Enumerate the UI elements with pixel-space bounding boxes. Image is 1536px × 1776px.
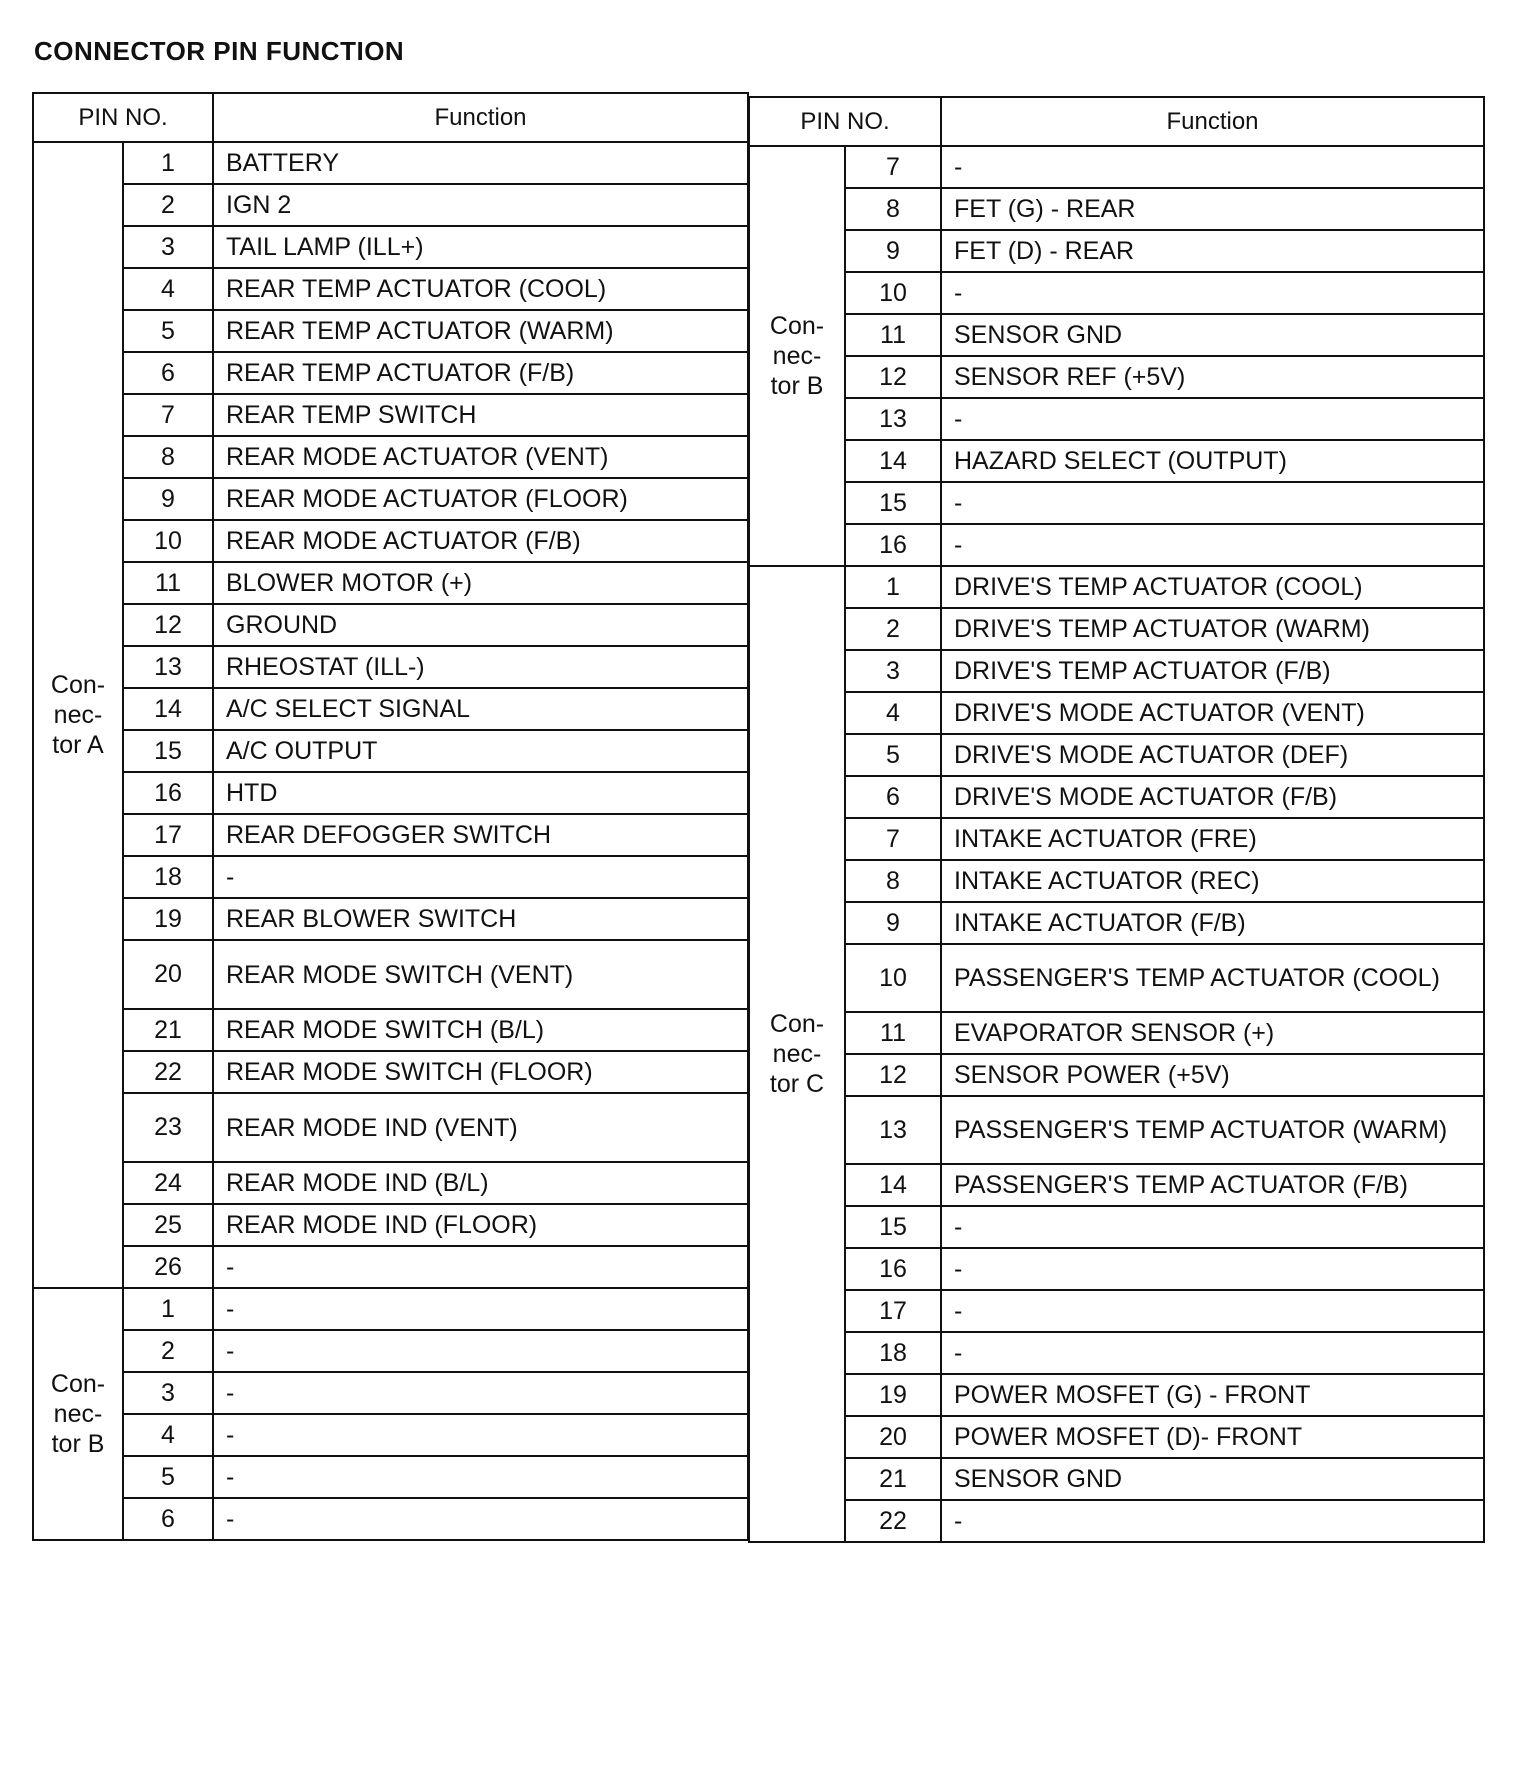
- pin-table-left: [32, 92, 749, 1541]
- table-row: [33, 1162, 748, 1204]
- pin-function: -: [941, 1206, 1484, 1248]
- table-row: [749, 314, 1484, 356]
- pin-number: 8: [123, 436, 213, 478]
- pin-number: 22: [123, 1051, 213, 1093]
- pin-number: 20: [123, 940, 213, 1009]
- pin-function: REAR MODE IND (FLOOR): [213, 1204, 748, 1246]
- pin-function: TAIL LAMP (ILL+): [213, 226, 748, 268]
- pin-number: 13: [123, 646, 213, 688]
- table-row: [749, 1458, 1484, 1500]
- table-row: [33, 184, 748, 226]
- pin-function: -: [213, 1288, 748, 1330]
- table-row: [749, 818, 1484, 860]
- pin-number: 11: [845, 314, 941, 356]
- pin-function: PASSENGER'S TEMP ACTUATOR (WARM): [941, 1096, 1484, 1164]
- pin-function: REAR TEMP SWITCH: [213, 394, 748, 436]
- pin-number: 5: [123, 310, 213, 352]
- pin-number: 12: [845, 1054, 941, 1096]
- pin-function: A/C SELECT SIGNAL: [213, 688, 748, 730]
- table-row: [33, 604, 748, 646]
- table-row: [33, 1456, 748, 1498]
- pin-function: SENSOR POWER (+5V): [941, 1054, 1484, 1096]
- table-row: [749, 524, 1484, 566]
- pin-function: -: [941, 482, 1484, 524]
- pin-function: DRIVE'S MODE ACTUATOR (F/B): [941, 776, 1484, 818]
- table-row: [749, 566, 1484, 608]
- pin-function: RHEOSTAT (ILL-): [213, 646, 748, 688]
- pin-number: 10: [845, 944, 941, 1012]
- pin-function: -: [213, 856, 748, 898]
- table-row: [33, 268, 748, 310]
- pin-function: -: [941, 1332, 1484, 1374]
- table-row: [749, 1164, 1484, 1206]
- pin-number: 22: [845, 1500, 941, 1542]
- pin-function: DRIVE'S TEMP ACTUATOR (WARM): [941, 608, 1484, 650]
- table-row: [749, 692, 1484, 734]
- pin-number: 4: [123, 1414, 213, 1456]
- pin-number: 14: [845, 1164, 941, 1206]
- pin-number: 16: [845, 524, 941, 566]
- pin-number: 7: [845, 146, 941, 188]
- pin-number: 1: [123, 142, 213, 184]
- pin-function: -: [213, 1372, 748, 1414]
- table-row: [749, 1206, 1484, 1248]
- page-title: CONNECTOR PIN FUNCTION: [34, 36, 405, 66]
- table-row: [33, 772, 748, 814]
- pin-function: EVAPORATOR SENSOR (+): [941, 1012, 1484, 1054]
- pin-function: SENSOR REF (+5V): [941, 356, 1484, 398]
- table-row: [749, 1248, 1484, 1290]
- table-row: [749, 356, 1484, 398]
- table-row: [33, 1498, 748, 1540]
- pin-function: REAR MODE ACTUATOR (VENT): [213, 436, 748, 478]
- pin-function: -: [213, 1246, 748, 1288]
- table-row: [749, 398, 1484, 440]
- pin-function: REAR TEMP ACTUATOR (WARM): [213, 310, 748, 352]
- table-row: [33, 142, 748, 184]
- table-row: [749, 440, 1484, 482]
- pin-function: DRIVE'S MODE ACTUATOR (DEF): [941, 734, 1484, 776]
- pin-function: GROUND: [213, 604, 748, 646]
- pin-number: 8: [845, 188, 941, 230]
- pin-function: -: [941, 524, 1484, 566]
- connector-label: Con- nec- tor A: [33, 142, 123, 1288]
- table-row: [33, 226, 748, 268]
- pin-number: 5: [845, 734, 941, 776]
- pin-function: REAR MODE ACTUATOR (FLOOR): [213, 478, 748, 520]
- table-row: [749, 1290, 1484, 1332]
- pin-function: -: [941, 146, 1484, 188]
- table-row: [33, 1051, 748, 1093]
- table-row: [749, 776, 1484, 818]
- pin-number: 21: [123, 1009, 213, 1051]
- pin-function: -: [213, 1414, 748, 1456]
- pin-number: 15: [845, 1206, 941, 1248]
- pin-number: 24: [123, 1162, 213, 1204]
- pin-function: PASSENGER'S TEMP ACTUATOR (F/B): [941, 1164, 1484, 1206]
- pin-function: REAR MODE ACTUATOR (F/B): [213, 520, 748, 562]
- pin-number: 8: [845, 860, 941, 902]
- pin-number: 10: [845, 272, 941, 314]
- table-row: [33, 1246, 748, 1288]
- pin-function: POWER MOSFET (G) - FRONT: [941, 1374, 1484, 1416]
- table-header-row: [33, 93, 748, 142]
- table-row: [33, 730, 748, 772]
- pin-function: -: [213, 1498, 748, 1540]
- pin-number: 15: [123, 730, 213, 772]
- pin-function: INTAKE ACTUATOR (FRE): [941, 818, 1484, 860]
- pin-no-header: PIN NO.: [749, 97, 941, 146]
- pin-number: 18: [845, 1332, 941, 1374]
- table-row: [33, 1093, 748, 1162]
- pin-function: PASSENGER'S TEMP ACTUATOR (COOL): [941, 944, 1484, 1012]
- pin-function: HTD: [213, 772, 748, 814]
- pin-number: 26: [123, 1246, 213, 1288]
- pin-function: FET (D) - REAR: [941, 230, 1484, 272]
- pin-number: 7: [123, 394, 213, 436]
- pin-number: 1: [123, 1288, 213, 1330]
- pin-function: -: [941, 1290, 1484, 1332]
- function-header: Function: [213, 93, 748, 142]
- table-row: [749, 944, 1484, 1012]
- table-row: [749, 1332, 1484, 1374]
- pin-number: 2: [123, 184, 213, 226]
- table-row: [749, 1096, 1484, 1164]
- table-row: [33, 352, 748, 394]
- pin-function: INTAKE ACTUATOR (F/B): [941, 902, 1484, 944]
- table-row: [749, 1012, 1484, 1054]
- pin-number: 25: [123, 1204, 213, 1246]
- pin-number: 11: [123, 562, 213, 604]
- table-row: [33, 940, 748, 1009]
- pin-function: REAR MODE SWITCH (FLOOR): [213, 1051, 748, 1093]
- pin-number: 15: [845, 482, 941, 524]
- pin-number: 3: [845, 650, 941, 692]
- table-row: [749, 482, 1484, 524]
- pin-number: 18: [123, 856, 213, 898]
- pin-number: 12: [123, 604, 213, 646]
- table-row: [749, 1416, 1484, 1458]
- pin-number: 16: [845, 1248, 941, 1290]
- pin-number: 13: [845, 1096, 941, 1164]
- pin-function: BATTERY: [213, 142, 748, 184]
- pin-function: -: [941, 398, 1484, 440]
- pin-number: 20: [845, 1416, 941, 1458]
- pin-function: DRIVE'S TEMP ACTUATOR (F/B): [941, 650, 1484, 692]
- pin-number: 3: [123, 226, 213, 268]
- table-row: [33, 1009, 748, 1051]
- pin-function: REAR MODE SWITCH (B/L): [213, 1009, 748, 1051]
- table-row: [749, 1500, 1484, 1542]
- pin-function: REAR DEFOGGER SWITCH: [213, 814, 748, 856]
- pin-function: BLOWER MOTOR (+): [213, 562, 748, 604]
- pin-function: REAR MODE IND (B/L): [213, 1162, 748, 1204]
- pin-function: -: [213, 1456, 748, 1498]
- pin-number: 13: [845, 398, 941, 440]
- pin-function: REAR TEMP ACTUATOR (F/B): [213, 352, 748, 394]
- table-row: [749, 272, 1484, 314]
- pin-function: SENSOR GND: [941, 314, 1484, 356]
- pin-number: 6: [123, 1498, 213, 1540]
- table-row: [749, 902, 1484, 944]
- table-row: [33, 856, 748, 898]
- pin-function: FET (G) - REAR: [941, 188, 1484, 230]
- table-row: [749, 188, 1484, 230]
- pin-number: 1: [845, 566, 941, 608]
- pin-table-right: [748, 96, 1485, 1543]
- pin-number: 14: [845, 440, 941, 482]
- table-header-row: [749, 97, 1484, 146]
- pin-number: 17: [845, 1290, 941, 1332]
- table-row: [33, 814, 748, 856]
- connector-label: Con- nec- tor C: [749, 566, 845, 1542]
- pin-number: 3: [123, 1372, 213, 1414]
- pin-number: 17: [123, 814, 213, 856]
- pin-number: 2: [845, 608, 941, 650]
- pin-function: IGN 2: [213, 184, 748, 226]
- pin-number: 6: [123, 352, 213, 394]
- pin-number: 12: [845, 356, 941, 398]
- table-row: [33, 436, 748, 478]
- pin-function: DRIVE'S MODE ACTUATOR (VENT): [941, 692, 1484, 734]
- pin-number: 9: [123, 478, 213, 520]
- table-row: [33, 1330, 748, 1372]
- pin-function: DRIVE'S TEMP ACTUATOR (COOL): [941, 566, 1484, 608]
- table-row: [33, 646, 748, 688]
- pin-number: 16: [123, 772, 213, 814]
- pin-function: REAR MODE SWITCH (VENT): [213, 940, 748, 1009]
- table-row: [33, 1372, 748, 1414]
- pin-no-header: PIN NO.: [33, 93, 213, 142]
- pin-number: 2: [123, 1330, 213, 1372]
- table-row: [33, 1414, 748, 1456]
- table-row: [33, 562, 748, 604]
- pin-function: INTAKE ACTUATOR (REC): [941, 860, 1484, 902]
- pin-number: 4: [845, 692, 941, 734]
- connector-label: Con- nec- tor B: [33, 1288, 123, 1540]
- table-row: [33, 520, 748, 562]
- pin-function: REAR MODE IND (VENT): [213, 1093, 748, 1162]
- pin-number: 7: [845, 818, 941, 860]
- table-row: [749, 230, 1484, 272]
- pin-number: 19: [123, 898, 213, 940]
- pin-function: REAR TEMP ACTUATOR (COOL): [213, 268, 748, 310]
- table-row: [33, 394, 748, 436]
- pin-number: 19: [845, 1374, 941, 1416]
- pin-function: REAR BLOWER SWITCH: [213, 898, 748, 940]
- pin-number: 5: [123, 1456, 213, 1498]
- pin-function: POWER MOSFET (D)- FRONT: [941, 1416, 1484, 1458]
- pin-function: SENSOR GND: [941, 1458, 1484, 1500]
- table-row: [749, 608, 1484, 650]
- pin-number: 9: [845, 902, 941, 944]
- table-row: [749, 734, 1484, 776]
- table-row: [33, 1288, 748, 1330]
- pin-function: -: [941, 1500, 1484, 1542]
- table-row: [749, 1374, 1484, 1416]
- pin-function: -: [213, 1330, 748, 1372]
- table-row: [749, 146, 1484, 188]
- pin-number: 10: [123, 520, 213, 562]
- pin-number: 21: [845, 1458, 941, 1500]
- table-row: [33, 898, 748, 940]
- table-row: [33, 688, 748, 730]
- pin-number: 14: [123, 688, 213, 730]
- pin-function: -: [941, 272, 1484, 314]
- pin-number: 4: [123, 268, 213, 310]
- pin-function: A/C OUTPUT: [213, 730, 748, 772]
- table-row: [33, 478, 748, 520]
- connector-label: Con- nec- tor B: [749, 146, 845, 566]
- table-row: [749, 650, 1484, 692]
- table-row: [749, 1054, 1484, 1096]
- pin-number: 9: [845, 230, 941, 272]
- pin-function: HAZARD SELECT (OUTPUT): [941, 440, 1484, 482]
- pin-number: 6: [845, 776, 941, 818]
- table-row: [749, 860, 1484, 902]
- pin-number: 11: [845, 1012, 941, 1054]
- function-header: Function: [941, 97, 1484, 146]
- table-row: [33, 310, 748, 352]
- pin-function: -: [941, 1248, 1484, 1290]
- table-row: [33, 1204, 748, 1246]
- pin-number: 23: [123, 1093, 213, 1162]
